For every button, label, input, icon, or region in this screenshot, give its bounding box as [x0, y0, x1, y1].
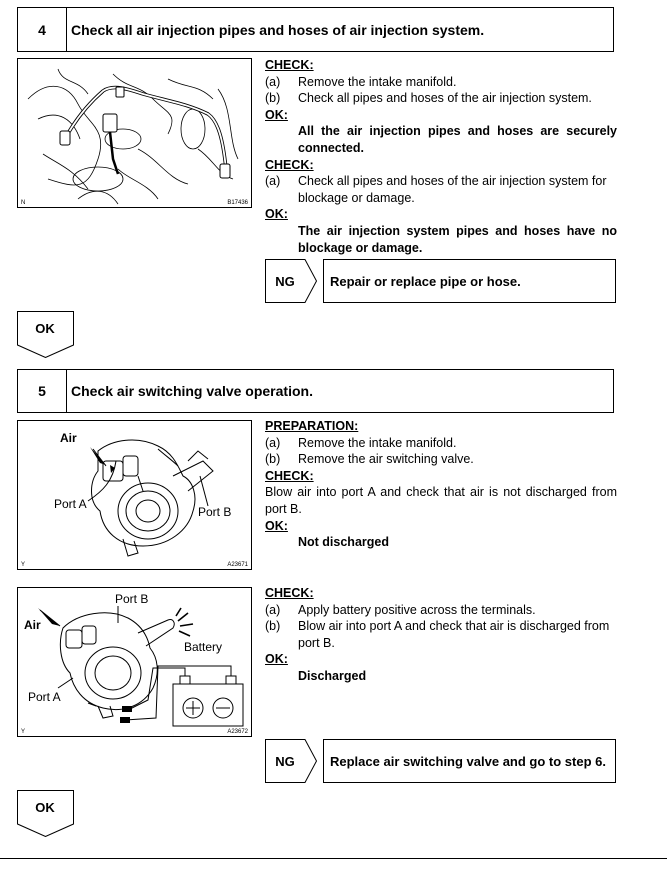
valve-figure-2 [17, 587, 252, 737]
ok-heading: OK: [265, 207, 288, 222]
battery-label: Battery [184, 640, 223, 654]
ng-action-text: Replace air switching valve and go to step 6. [323, 739, 616, 783]
ng-label: NG [275, 274, 295, 289]
check-item: (a) Remove the intake manifold. [265, 74, 457, 89]
valve-figure-1 [17, 420, 252, 570]
prep-item: (a) Remove the intake manifold. [265, 435, 457, 450]
figure-code: A23671 [227, 562, 248, 568]
check-heading: CHECK: [265, 586, 314, 600]
engine-pipes-illustration [18, 59, 252, 208]
step-4-header [17, 7, 614, 52]
ng-tag-shape [265, 739, 317, 783]
step-5-instructions-2 [265, 585, 617, 685]
port-a-label: Port A [54, 497, 87, 511]
figure-corner-letter: Y [21, 729, 26, 735]
port-b-label: Port B [115, 592, 149, 606]
step-title: Check air switching valve operation. [71, 383, 313, 399]
step-5-ng-result [265, 739, 616, 783]
check-item: (a) Check all pipes and hoses of the air injection system for blockage or damage. [265, 174, 607, 205]
step-4-instructions [265, 57, 617, 256]
ok-text: The air injection system pipes and hoses have no blockage or damage. [298, 223, 617, 255]
ok-text: Discharged [298, 668, 367, 683]
ng-label: NG [275, 754, 295, 769]
step-4-ng-result [265, 259, 616, 303]
figure-corner-letter: N [21, 200, 26, 206]
ok-text: All the air injection pipes and hoses are securely connected. [298, 124, 617, 155]
step-number: 5 [18, 370, 67, 412]
valve-battery-illustration [18, 588, 252, 737]
check-item: (b) Check all pipes and hoses of the air injection system. [265, 91, 592, 106]
ng-tag-shape [265, 259, 317, 303]
port-b-label: Port B [198, 505, 232, 519]
step-5-header [17, 369, 614, 413]
ok-arrow [17, 790, 75, 837]
air-label: Air [24, 618, 41, 632]
ok-label: OK [35, 321, 55, 336]
figure-corner-letter: Y [21, 562, 26, 568]
check-item: (b) Blow air into port A and check that air is discharged from port B. [265, 619, 610, 650]
port-a-label: Port A [28, 690, 61, 704]
step-title: Check all air injection pipes and hoses of air injection system. [71, 21, 485, 38]
air-switching-valve-illustration [18, 421, 252, 570]
check-text: Blow air into port A and check that air is not discharged from port B. [265, 485, 617, 516]
figure-code: B17436 [227, 200, 248, 206]
ok-arrow [17, 311, 75, 358]
page-footer-rule [0, 858, 667, 859]
prep-item: (b) Remove the air switching valve. [265, 452, 474, 467]
ng-action-text: Repair or replace pipe or hose. [323, 259, 616, 303]
air-label: Air [60, 431, 77, 445]
figure-code: A23672 [227, 729, 248, 735]
preparation-heading: PREPARATION: [265, 419, 359, 433]
ok-heading: OK: [265, 652, 288, 667]
ok-label: OK [35, 800, 55, 815]
step-5-instructions-1 [265, 418, 617, 551]
engine-pipes-figure [17, 58, 252, 208]
check-heading: CHECK: [265, 157, 314, 172]
check-heading: CHECK: [265, 58, 314, 72]
ok-text: Not discharged [298, 535, 389, 550]
ok-heading: OK: [265, 518, 288, 533]
check-item: (a) Apply battery positive across the terminals. [265, 602, 536, 617]
ok-heading: OK: [265, 107, 288, 122]
step-number: 4 [18, 8, 67, 51]
check-heading: CHECK: [265, 468, 314, 483]
